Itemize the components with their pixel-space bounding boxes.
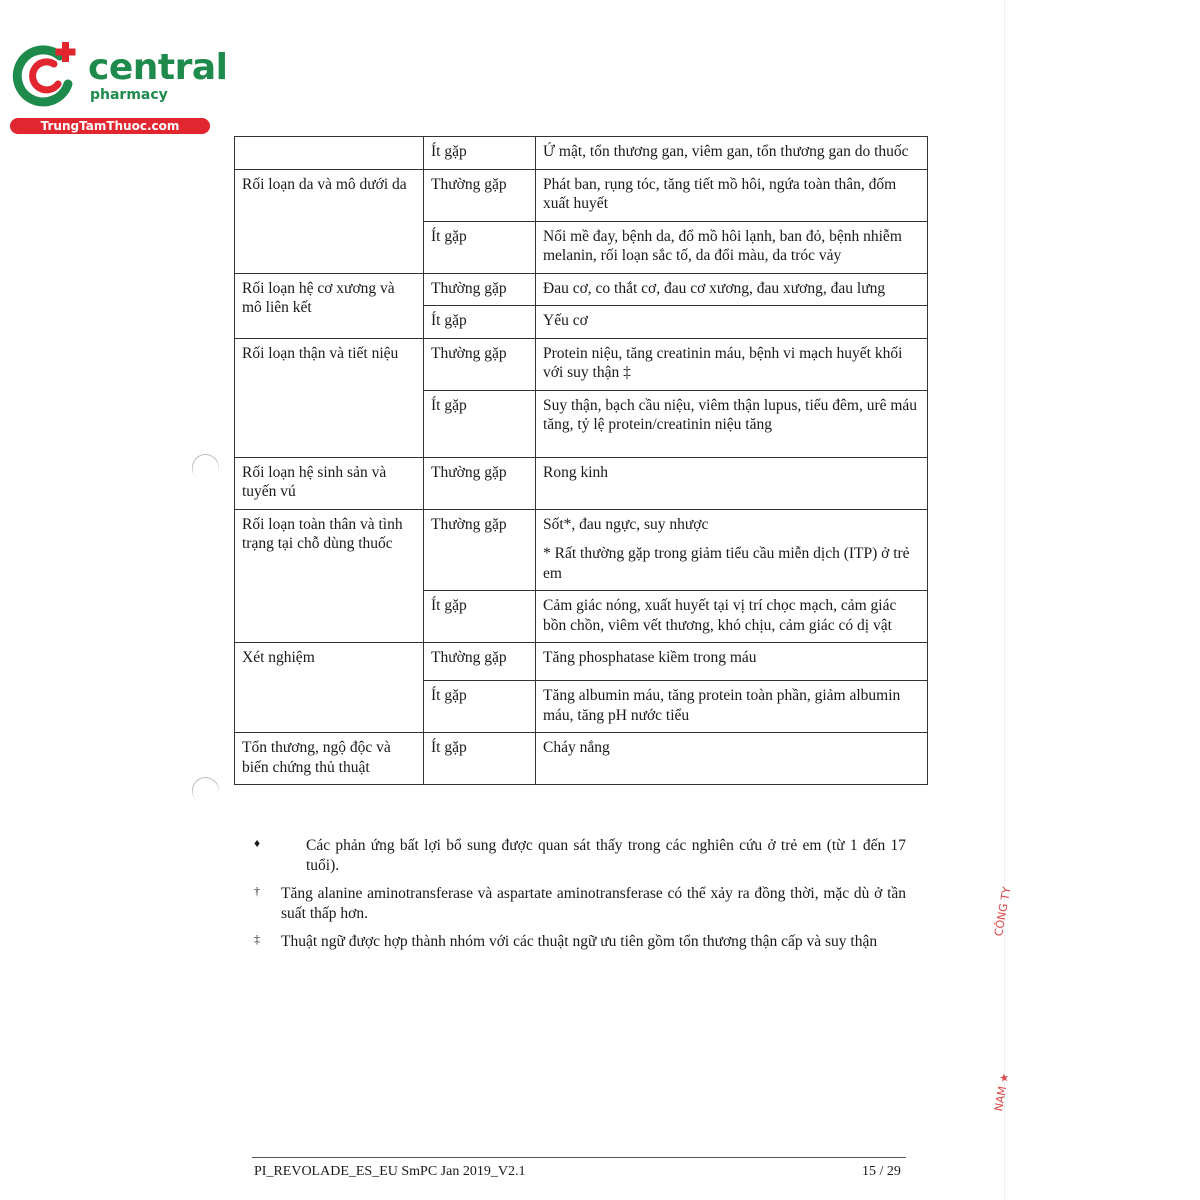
organ-class-cell: Tổn thương, ngộ độc và biến chứng thủ thuật (235, 733, 424, 785)
frequency-cell: Ít gặp (424, 591, 536, 643)
footnote-symbol: ♦ (254, 836, 261, 850)
frequency-cell: Ít gặp (424, 221, 536, 273)
effect-cell (536, 509, 928, 591)
effect-text: Sốt*, đau ngực, suy nhược (543, 515, 709, 533)
footer-page-number: 15 / 29 (862, 1164, 901, 1179)
stamp-fragment: CÔNG TY (992, 885, 1014, 938)
central-pharmacy-logo (10, 38, 228, 138)
frequency-cell: Ít gặp (424, 733, 536, 785)
frequency-cell: Ít gặp (424, 681, 536, 733)
organ-class-cell: Xét nghiệm (235, 643, 424, 733)
effect-cell: Tăng phosphatase kiềm trong máu (536, 643, 928, 681)
effect-cell: Cháy nắng (536, 733, 928, 785)
organ-class-cell: Rối loạn thận và tiết niệu (235, 338, 424, 457)
logo-wordmark: central (88, 47, 228, 88)
footnote-symbol: † (254, 884, 260, 898)
footnote (254, 836, 906, 875)
footnote (254, 932, 906, 952)
table-row (235, 509, 928, 591)
footnote-text: Thuật ngữ được hợp thành nhóm với các thuật ngữ ưu tiên gồm tổn thương thận cấp và suy thận (281, 933, 878, 950)
effect-cell: Nổi mề đay, bệnh da, đổ mồ hôi lạnh, ban đỏ, bệnh nhiễm melanin, rối loạn sắc tố, da đổi màu, da tróc vảy (536, 221, 928, 273)
frequency-cell: Ít gặp (424, 390, 536, 457)
footnote-text: Các phản ứng bất lợi bổ sung được quan sát thấy trong các nghiên cứu ở trẻ em (từ 1 đến 17 tuổi). (306, 837, 906, 874)
table-row (235, 338, 928, 390)
table-row (235, 137, 928, 170)
footer-divider (252, 1157, 906, 1158)
effect-cell: Tăng albumin máu, tăng protein toàn phần, giảm albumin máu, tăng pH nước tiểu (536, 681, 928, 733)
logo-subtitle: pharmacy (90, 87, 168, 103)
table-row (235, 457, 928, 509)
effect-cell: Ứ mật, tổn thương gan, viêm gan, tổn thương gan do thuốc (536, 137, 928, 170)
punch-hole-mark (187, 772, 224, 809)
footnote-symbol: ‡ (254, 932, 260, 946)
frequency-cell: Thường gặp (424, 273, 536, 306)
effect-cell: Rong kinh (536, 457, 928, 509)
footnote-text: Tăng alanine aminotransferase và aspartate aminotransferase có thể xảy ra đồng thời, mặc dù ở tần suất thấp hơn. (281, 885, 906, 922)
effect-cell: Phát ban, rụng tóc, tăng tiết mồ hôi, ngứa toàn thân, đốm xuất huyết (536, 169, 928, 221)
footnotes (254, 836, 906, 961)
frequency-cell: Thường gặp (424, 338, 536, 390)
effect-subnote: * Rất thường gặp trong giảm tiểu cầu miễn dịch (ITP) ở trẻ em (543, 545, 910, 582)
frequency-cell: Thường gặp (424, 643, 536, 681)
organ-class-cell (235, 137, 424, 170)
organ-class-cell: Rối loạn hệ sinh sản và tuyến vú (235, 457, 424, 509)
footer-document-id: PI_REVOLADE_ES_EU SmPC Jan 2019_V2.1 (254, 1164, 526, 1179)
punch-hole-mark (187, 449, 224, 486)
adverse-reactions-table (234, 136, 928, 785)
footnote (254, 884, 906, 923)
effect-cell: Đau cơ, co thắt cơ, đau cơ xương, đau xương, đau lưng (536, 273, 928, 306)
table-row (235, 733, 928, 785)
table-row (235, 643, 928, 681)
page-edge (1004, 0, 1005, 1200)
organ-class-cell: Rối loạn da và mô dưới da (235, 169, 424, 273)
effect-cell: Protein niệu, tăng creatinin máu, bệnh vi mạch huyết khối với suy thận ‡ (536, 338, 928, 390)
stamp-fragment: NAM ★ (992, 1071, 1012, 1113)
logo-website-band: TrungTamThuoc.com (10, 118, 210, 134)
effect-cell: Yếu cơ (536, 306, 928, 339)
effect-cell: Cảm giác nóng, xuất huyết tại vị trí chọc mạch, cảm giác bồn chồn, viêm vết thương, khó chịu, cảm giác có dị vật (536, 591, 928, 643)
frequency-cell: Thường gặp (424, 457, 536, 509)
frequency-cell: Ít gặp (424, 306, 536, 339)
frequency-cell: Thường gặp (424, 169, 536, 221)
organ-class-cell: Rối loạn hệ cơ xương và mô liên kết (235, 273, 424, 338)
logo-mark-icon (10, 40, 82, 112)
table-row (235, 169, 928, 221)
frequency-cell: Thường gặp (424, 509, 536, 591)
effect-cell: Suy thận, bạch cầu niệu, viêm thận lupus, tiểu đêm, urê máu tăng, tỷ lệ protein/creatinin niệu tăng (536, 390, 928, 457)
frequency-cell: Ít gặp (424, 137, 536, 170)
table-row (235, 273, 928, 306)
organ-class-cell: Rối loạn toàn thân và tình trạng tại chỗ dùng thuốc (235, 509, 424, 643)
